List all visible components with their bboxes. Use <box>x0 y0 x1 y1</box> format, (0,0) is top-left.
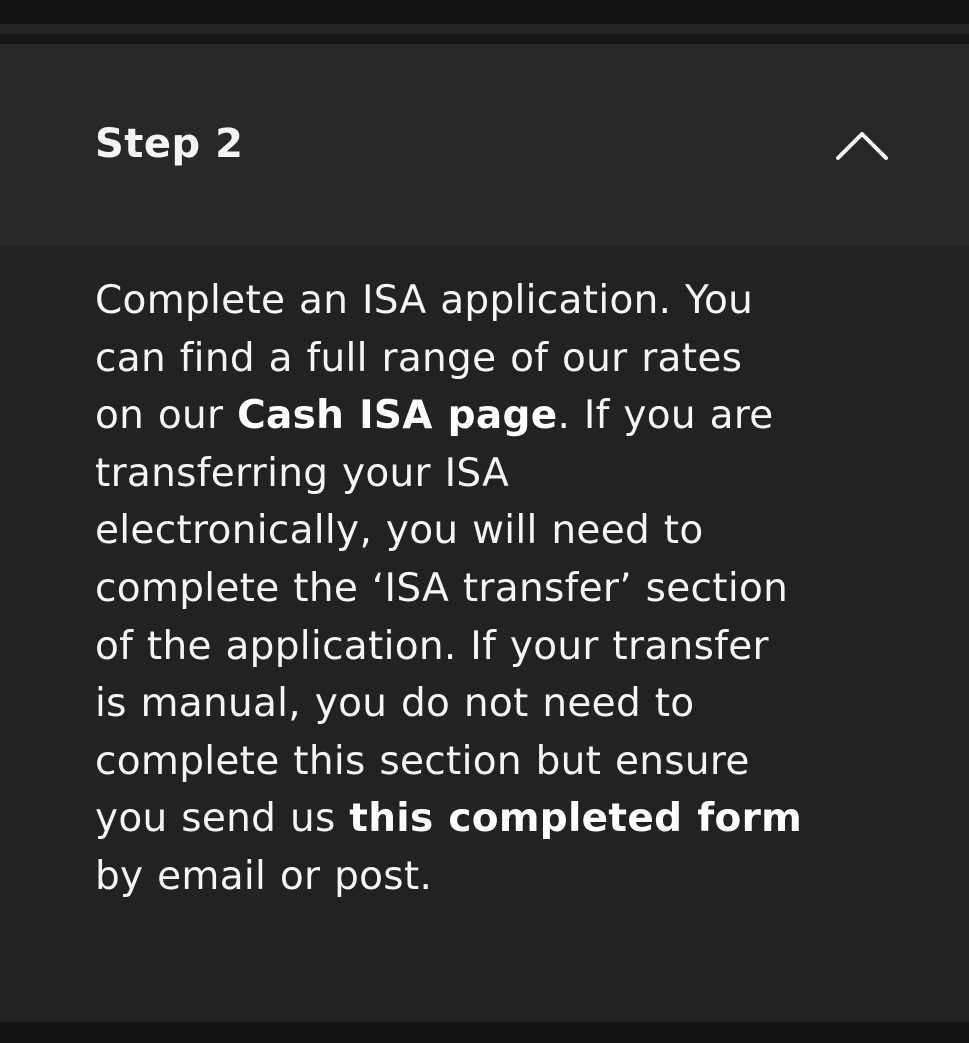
description-text: on our <box>95 393 238 439</box>
description-line: is manual, you do not need to <box>95 681 695 727</box>
description-line: complete the ‘ISA transfer’ section <box>95 565 789 611</box>
description-line <box>95 790 895 848</box>
chevron-up-icon <box>830 122 894 168</box>
description-line: by email or post. <box>95 853 433 899</box>
description-line: complete this section but ensure <box>95 738 750 784</box>
completed-form-link[interactable]: this completed form <box>349 796 803 842</box>
description-text: you send us <box>95 796 350 842</box>
description-line: can find a full range of our rates <box>95 335 743 381</box>
description-line: electronically, you will need to <box>95 508 704 554</box>
top-bar <box>0 0 969 24</box>
description-line <box>95 387 895 445</box>
description-line: Complete an ISA application. You <box>95 278 754 323</box>
collapse-button[interactable] <box>830 122 894 168</box>
cash-isa-page-link[interactable]: Cash ISA page <box>237 393 558 439</box>
description-line: transferring your ISA <box>95 450 510 496</box>
description-line: of the application. If your transfer <box>95 623 769 669</box>
step-title: Step 2 <box>95 121 244 167</box>
step-description <box>95 272 895 906</box>
bottom-bar <box>0 1022 969 1043</box>
accordion-header[interactable] <box>0 44 969 246</box>
description-text: . If you are <box>557 393 774 439</box>
top-divider <box>0 34 969 44</box>
top-gap <box>0 24 969 34</box>
